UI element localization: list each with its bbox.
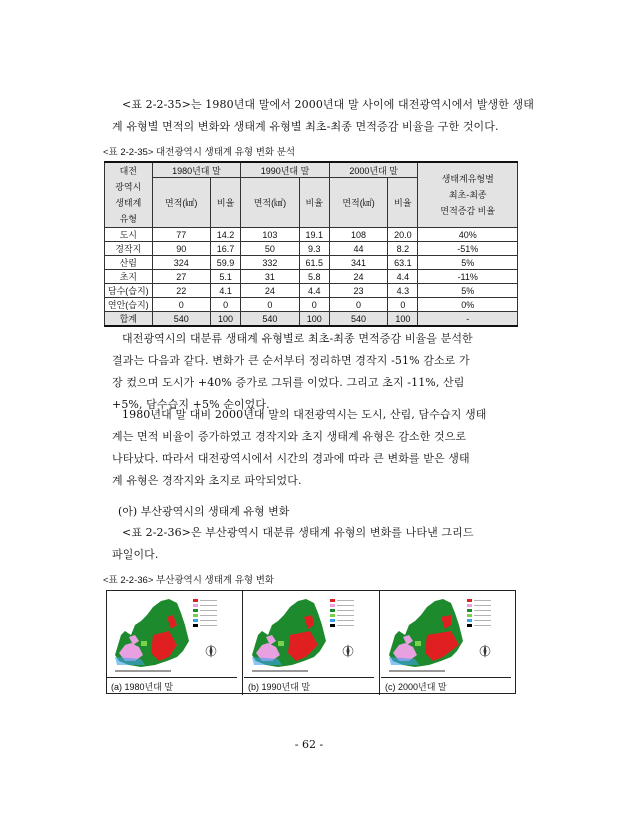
text-line: 계 유형별 면적의 변화와 생태계 유형별 최초-최종 면적증감 비율을 구한 것이다. <box>112 120 499 133</box>
table-cell-value: 540 <box>241 312 299 327</box>
table-cell-value: 0 <box>241 298 299 312</box>
map-panel-2000s <box>381 591 517 695</box>
table-cell-value: 341 <box>329 256 387 270</box>
table-cell-change: 40% <box>418 228 518 242</box>
table-cell-value: 22 <box>152 284 210 298</box>
table-cell-value: 540 <box>152 312 210 327</box>
text-line: <표 2-2-35>는 1980년대 말에서 2000년대 말 사이에 대전광역시에서 발생한 생태 <box>122 98 534 111</box>
table-cell-value: 90 <box>152 242 210 256</box>
land-cover-map <box>385 595 513 675</box>
text-line: 파일이다. <box>112 548 159 561</box>
table-cell-value: 0 <box>299 298 329 312</box>
table-cell-value: 24 <box>241 284 299 298</box>
table-cell-type: 경작지 <box>105 242 153 256</box>
table-cell-value: 31 <box>241 270 299 284</box>
table-cell-value: 332 <box>241 256 299 270</box>
table-cell-type: 연안(습지) <box>105 298 153 312</box>
legend-swatch <box>330 624 335 627</box>
table-cell-change: - <box>418 312 518 327</box>
legend-swatch <box>193 614 198 617</box>
table-cell-value: 0 <box>329 298 387 312</box>
table-cell-value: 50 <box>241 242 299 256</box>
grassland-area <box>278 641 284 646</box>
table-cell-value: 19.1 <box>299 228 329 242</box>
busan-grid-figure <box>106 590 516 694</box>
land-cover-map <box>248 595 376 675</box>
legend-swatch <box>193 619 198 622</box>
map-panel-1990s <box>244 591 380 695</box>
table-cell-value: 27 <box>152 270 210 284</box>
table-cell-value: 77 <box>152 228 210 242</box>
table-cell-change: 5% <box>418 256 518 270</box>
area-header: 면적(㎢) <box>241 178 299 228</box>
text-line: 결과는 다음과 같다. 변화가 큰 순서부터 정리하면 경작지 -51% 감소로 가 <box>112 354 470 367</box>
ratio-header: 비율 <box>388 178 418 228</box>
table-cell-value: 5.8 <box>299 270 329 284</box>
text-line: +5%, 담수습지 +5% 순이었다. <box>112 398 270 411</box>
text-line: 계는 면적 비율이 증가하였고 경작지와 초지 생태계 유형은 감소한 것으로 <box>112 430 467 443</box>
legend-swatch <box>467 599 472 602</box>
table-cell-value: 100 <box>388 312 418 327</box>
table-cell-value: 63.1 <box>388 256 418 270</box>
table-cell-value: 4.4 <box>299 284 329 298</box>
table-cell-value: 61.5 <box>299 256 329 270</box>
table-row <box>105 242 518 256</box>
legend-swatch <box>193 624 198 627</box>
ratio-header: 비율 <box>299 178 329 228</box>
table-cell-type: 산림 <box>105 256 153 270</box>
table-cell-value: 4.4 <box>388 270 418 284</box>
table-row <box>105 298 518 312</box>
busan-paragraph <box>112 522 516 566</box>
table-cell-value: 20.0 <box>388 228 418 242</box>
analysis-paragraph-1 <box>112 328 516 416</box>
panel-label: (b) 1990년대 말 <box>244 677 374 693</box>
text-line: 나타났다. 따라서 대전광역시에서 시간의 경과에 따라 큰 변화를 받은 생태 <box>112 452 470 465</box>
legend-swatch <box>193 599 198 602</box>
analysis-paragraph-2 <box>112 404 516 492</box>
table-cell-value: 100 <box>210 312 240 327</box>
legend-swatch <box>467 604 472 607</box>
table-cell-type: 합계 <box>105 312 153 327</box>
table-cell-type: 초지 <box>105 270 153 284</box>
legend-swatch <box>330 619 335 622</box>
table-cell-value: 4.3 <box>388 284 418 298</box>
table-cell-change: -11% <box>418 270 518 284</box>
panel-label: (a) 1980년대 말 <box>107 677 237 693</box>
legend-swatch <box>193 604 198 607</box>
table-cell-value: 100 <box>299 312 329 327</box>
panel-label: (c) 2000년대 말 <box>381 677 511 693</box>
table-cell-value: 59.9 <box>210 256 240 270</box>
legend-swatch <box>467 619 472 622</box>
area-header: 면적(㎢) <box>152 178 210 228</box>
table-cell-value: 9.3 <box>299 242 329 256</box>
table-cell-value: 103 <box>241 228 299 242</box>
table-row <box>105 228 518 242</box>
table-cell-change: 0% <box>418 298 518 312</box>
table-caption: <표 2-2-35> 대전광역시 생태계 유형 변화 분석 <box>103 147 296 158</box>
legend-swatch <box>467 624 472 627</box>
table-cell-type: 도시 <box>105 228 153 242</box>
land-cover-map <box>111 595 239 675</box>
table-cell-type: 담수(습지) <box>105 284 153 298</box>
text-line: 대전광역시의 대분류 생태계 유형별로 최초-최종 면적증감 비율을 분석한 <box>122 332 473 345</box>
table-cell-change: 5% <box>418 284 518 298</box>
table-cell-change: -51% <box>418 242 518 256</box>
table-cell-value: 0 <box>152 298 210 312</box>
period-header: 1990년대 말 <box>241 162 330 178</box>
table-cell-value: 8.2 <box>388 242 418 256</box>
table-cell-value: 324 <box>152 256 210 270</box>
text-line: 장 컸으며 도시가 +40% 증가로 그뒤를 이었다. 그리고 초지 -11%, 산림 <box>112 376 465 389</box>
legend-swatch <box>330 614 335 617</box>
figure-caption: <표 2-2-36> 부산광역시 생태계 유형 변화 <box>103 575 275 586</box>
legend-swatch <box>193 609 198 612</box>
period-header: 2000년대 말 <box>329 162 418 178</box>
table-cell-value: 5.1 <box>210 270 240 284</box>
ecosystem-change-table <box>104 161 518 327</box>
intro-paragraph <box>112 94 534 138</box>
legend-swatch <box>467 609 472 612</box>
stub-header: 대전 광역시 생태계 유형 <box>105 162 153 228</box>
period-header: 1980년대 말 <box>152 162 241 178</box>
legend-swatch <box>330 604 335 607</box>
table-cell-value: 24 <box>329 270 387 284</box>
table-cell-value: 16.7 <box>210 242 240 256</box>
grassland-area <box>141 641 147 646</box>
text-line: 계 유형은 경작지와 초지로 파악되었다. <box>112 474 302 487</box>
table-row <box>105 312 518 327</box>
page-number: - 62 - <box>294 738 324 751</box>
section-heading: (아) 부산광역시의 생태계 유형 변화 <box>118 505 290 518</box>
table-cell-value: 540 <box>329 312 387 327</box>
table-cell-value: 108 <box>329 228 387 242</box>
table-cell-value: 23 <box>329 284 387 298</box>
legend-swatch <box>330 609 335 612</box>
legend-swatch <box>467 614 472 617</box>
map-panel-1980s <box>107 591 243 695</box>
grassland-area <box>415 641 421 646</box>
table-cell-value: 4.1 <box>210 284 240 298</box>
table-cell-value: 14.2 <box>210 228 240 242</box>
table-row <box>105 256 518 270</box>
area-header: 면적(㎢) <box>329 178 387 228</box>
text-line: 1980년대 말 대비 2000년대 말의 대전광역시는 도시, 산림, 담수습지 생태 <box>122 408 487 421</box>
table-cell-value: 44 <box>329 242 387 256</box>
text-line: <표 2-2-36>은 부산광역시 대분류 생태계 유형의 변화를 나타낸 그리드 <box>122 526 474 539</box>
table-cell-value: 0 <box>210 298 240 312</box>
change-header: 생태계유형별 최초-최종 면적증감 비율 <box>418 162 518 228</box>
table-cell-value: 0 <box>388 298 418 312</box>
table-header-row <box>105 162 518 178</box>
legend-swatch <box>330 599 335 602</box>
table-row <box>105 284 518 298</box>
table-row <box>105 270 518 284</box>
ratio-header: 비율 <box>210 178 240 228</box>
